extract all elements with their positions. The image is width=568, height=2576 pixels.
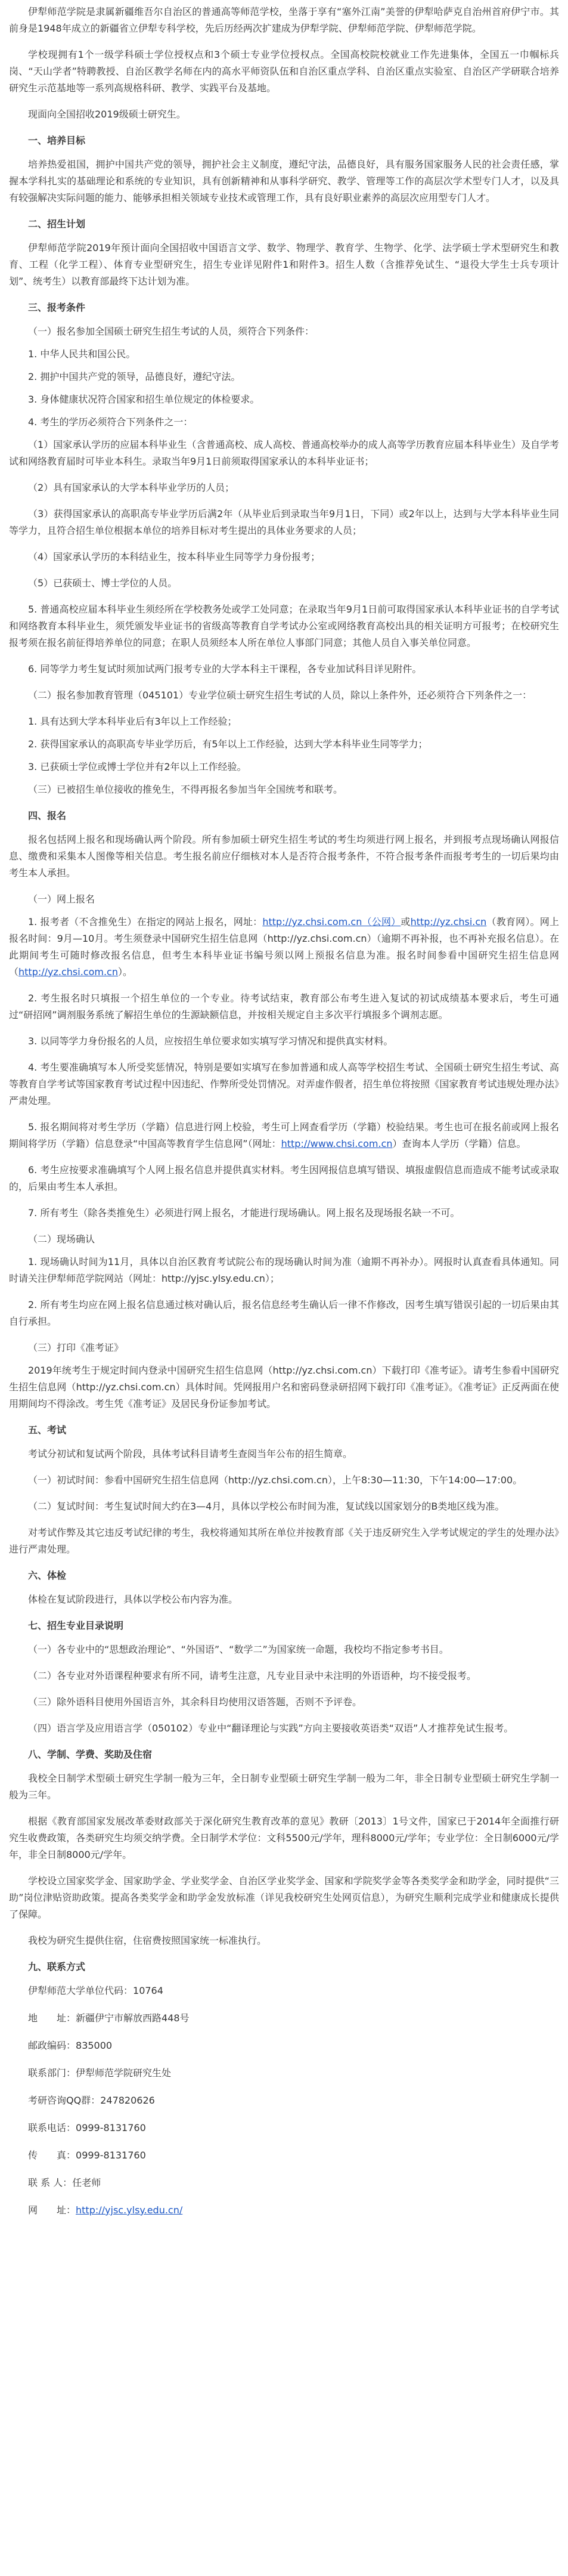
section-heading-contact: 九、联系方式 — [28, 1961, 86, 1972]
eligibility-item: （2）具有国家承认的大学本科毕业学历的人员； — [28, 482, 235, 493]
contact-label: 邮政编码： — [28, 2040, 76, 2051]
exam-paragraph: （二）复试时间：考生复试时间大约在3—4月，具体以学校公布时间为准，复试线以国家划分的B类地区线为准。 — [28, 1501, 505, 1512]
contact-label: 伊犁师范大学单位代码： — [28, 1985, 134, 1996]
eligibility-item: 4. 考生的学历必须符合下列条件之一： — [28, 416, 193, 428]
eligibility-item: （1）国家承认学历的应届本科毕业生（含普通高校、成人高校、普通高校举办的成人高等学历教育应届本科毕业生）及自学考试和网络教育届时可毕业本科生。录取当年9月1日前须取得国家承认的本科毕业证书； — [9, 439, 559, 467]
contact-value: 新疆伊宁市解放西路448号 — [76, 2012, 190, 2024]
contact-value: 10764 — [133, 1985, 163, 1996]
section-heading-physical-exam: 六、体检 — [28, 1570, 67, 1581]
section-heading-training-goals: 一、培养目标 — [28, 135, 86, 146]
onsite-confirmation-item-2: 2. 所有考生均应在网上报名信息通过核对确认后，报名信息经考生确认后一律不作修改，因考生填写错误引起的一切后果由其自行承担。 — [9, 1299, 559, 1327]
exam-paragraph: （一）初试时间：参看中国研究生招生信息网（http://yz.chsi.com.cn），上午8:30—11:30，下午14:00—17:00。 — [28, 1474, 523, 1486]
eligibility-item: （3）获得国家承认的高职高专毕业学历后满2年（从毕业后到录取当年9月1日，下同）或2年以上，达到与大学本科毕业生同等学力，且符合招生单位根据本单位的培养目标对考生提出的具体业务要求的人员； — [9, 508, 559, 536]
contact-department — [9, 2065, 559, 2082]
online-registration-item-6: 6. 考生应按要求准确填写个人网上报名信息并提供真实材料。考生因网报信息填写错误、填报虚假信息而造成不能考试或录取的，后果由考生本人承担。 — [9, 1164, 559, 1192]
eligibility-item: （5）已获硕士、博士学位的人员。 — [28, 577, 178, 589]
registration-overview-paragraph: 报名包括网上报名和现场确认两个阶段。所有参加硕士研究生招生考试的考生均须进行网上报名，并到报考点现场确认网报信息、缴费和采集本人图像等相关信息。考生报名前应仔细核对本人是否符合报考条件，不符合报考条件而报考考生的一切后果均由考生本人承担。 — [9, 834, 559, 879]
eligibility-item: 1. 中华人民共和国公民。 — [28, 348, 136, 360]
physical-exam-paragraph: 体检在复试阶段进行，具体以学校公布内容为准。 — [28, 1594, 238, 1605]
eligibility-item: 3. 身体健康状况符合国家和招生单位规定的体检要求。 — [28, 394, 260, 405]
exam-paragraph: 对考试作弊及其它违反考试纪律的考生，我校将通知其所在单位并按教育部《关于违反研究生入学考试规定的学生的处理办法》进行严肃处理。 — [9, 1527, 559, 1555]
contact-address — [9, 2010, 559, 2027]
online-registration-item-2: 2. 考生报名时只填报一个招生单位的一个专业。待考试结束，教育部公布考生进入复试的初试成绩基本要求后，考生可通过“研招网”调剂服务系统了解招生单位的生源缺额信息，并按相关规定自主多次平行填报多个调剂志愿。 — [9, 992, 559, 1020]
intro-paragraph-2: 学校现拥有1个一级学科硕士学位授权点和3个硕士专业学位授权点。全国高校院校就业工作先进集体，全国五一巾帼标兵岗、“天山学者”特聘教授、自治区教学名师在内的高水平师资队伍和自治区重点学科、自治区重点实验室、自治区产学研联合培养研究生示范基地等一系列高规格科研、教学、实践平台及基地。 — [9, 49, 559, 94]
online-registration-item-3: 3. 以同等学力身份报名的人员，应按招生单位要求如实填写学习情况和提供真实材料。 — [28, 1035, 393, 1047]
contact-qq-group — [9, 2092, 559, 2109]
eligibility-item: 5. 普通高校应届本科毕业生须经所在学校教务处或学工处同意；在录取当年9月1日前可取得国家承认本科毕业证书的自学考试和网络教育本科毕业生，须凭颁发毕业证书的省级高等教育自学考试办公室或网络教育高校出具的相关证明方可报考；在校研究生报考须在报名前征得培养单位的同意；在职人员须经本人所在单位人事部门同意；其他人员自入事关单位同意。 — [9, 604, 559, 648]
enrollment-plan-paragraph: 伊犁师范学院2019年预计面向全国招收中国语言文学、数学、物理学、教育学、生物学、化学、法学硕士学术型研究生和教育、工程（化学工程）、体育专业型研究生，招生专业详见附件1和附件3。招生人数（含推荐免试生、“退役大学生士兵专项计划”、统考生）以教育部最终下达计划为准。 — [9, 242, 559, 287]
contact-label: 网 址： — [28, 2204, 76, 2216]
online-registration-text-3: ）。 — [117, 966, 132, 978]
contact-fax — [9, 2147, 559, 2164]
eligibility-item: 1. 具有达到大学本科毕业后有3年以上工作经验； — [28, 716, 237, 727]
online-registration-text-1: 1. 报考者（不含推免生）在指定的网站上报名，网址： — [28, 916, 263, 927]
tuition-paragraph: 我校全日制学术型硕士研究生学制一般为三年，全日制专业型硕士研究生学制一般为二年，非全日制专业型硕士研究生学制一般为三年。 — [9, 1773, 559, 1801]
online-registration-item-1 — [9, 914, 559, 981]
contact-website — [9, 2202, 559, 2219]
admission-ticket-subheading: （三）打印《准考证》 — [28, 1342, 124, 1353]
tuition-paragraph: 我校为研究生提供住宿，住宿费按照国家统一标准执行。 — [28, 1935, 267, 1946]
section-heading-eligibility: 三、报考条件 — [28, 302, 86, 313]
intro-paragraph-1: 伊犁师范学院是隶属新疆维吾尔自治区的普通高等师范学校，坐落于享有“塞外江南”美誉的伊犁哈萨克自治州首府伊宁市。其前身是1948年成立的新疆省立伊犁专科学校，先后历经两次扩建成为伊犁学院、伊犁师范学院、伊犁师范学院。 — [9, 6, 559, 34]
section-heading-registration: 四、报名 — [28, 810, 67, 821]
exam-paragraph: 考试分初试和复试两个阶段，具体考试科目请考生查阅当年公布的招生简章。 — [28, 1448, 353, 1459]
contact-label: 联系部门： — [28, 2067, 76, 2079]
online-registration-subheading: （一）网上报名 — [28, 893, 95, 905]
online-registration-item-7: 7. 所有考生（除各类推免生）必须进行网上报名，才能进行现场确认。网上报名及现场报名缺一不可。 — [28, 1207, 460, 1219]
onsite-confirmation-item-1: 1. 现场确认时间为11月，具体以自治区教育考试院公布的现场确认时间为准（逾期不再补办）。网报时认真查看具体通知。同时请关注伊犁师范学院网站（网址：http://yjsc.ylsy.edu.cn）； — [9, 1256, 559, 1284]
online-registration-5-text-2: ）查询本人学历（学籍）信息。 — [392, 1138, 526, 1149]
training-goals-paragraph: 培养热爱祖国，拥护中国共产党的领导，拥护社会主义制度，遵纪守法，品德良好，具有服务国家服务人民的社会责任感，掌握本学科扎实的基础理论和系统的专业知识，具有创新精神和从事科学研究、教学、管理等工作的高层次学术型专门人才，以及具有较强解决实际问题的能力、能够承担相关领域专业技术或管理工作，具有良好职业素养的高层次应用型专门人才。 — [9, 159, 559, 203]
contact-label: 联系电话： — [28, 2122, 76, 2133]
intro-paragraph-3: 现面向全国招收2019级硕士研究生。 — [28, 109, 186, 120]
catalog-note: （一）各专业中的“思想政治理论”、“外国语”、“数学二”为国家统一命题，我校均不指定参考书目。 — [28, 1644, 449, 1655]
contact-value: 伊犁师范学院研究生处 — [76, 2067, 172, 2079]
section-heading-catalog-notes: 七、招生专业目录说明 — [28, 1620, 124, 1631]
eligibility-item: （三）已被招生单位接收的推免生，不得再报名参加当年全国统考和联考。 — [28, 784, 343, 795]
contact-label: 地 址： — [28, 2012, 76, 2024]
onsite-confirmation-subheading: （二）现场确认 — [28, 1233, 95, 1245]
tuition-paragraph: 根据《教育部国家发展改革委财政部关于深化研究生教育改革的意见》教研〔2013〕1号文件，国家已于2014年全面推行研究生收费政策，各类研究生均须交纳学费。全日制学术学位：文科5500元/学年，理科8000元/学年；专业学位：全日制6000元/学年，非全日制8000元/学年。 — [9, 1816, 559, 1860]
contact-label: 考研咨询QQ群： — [28, 2095, 101, 2106]
chsi-link[interactable]: http://www.chsi.com.cn — [281, 1138, 393, 1149]
eligibility-item: （4）国家承认学历的本科结业生，按本科毕业生同等学力身份报考； — [28, 551, 321, 562]
eligibility-item: 2. 拥护中国共产党的领导，品德良好，遵纪守法。 — [28, 371, 241, 382]
website-link[interactable]: http://yjsc.ylsy.edu.cn/ — [76, 2204, 183, 2216]
online-registration-item-4: 4. 考生要准确填写本人所受奖惩情况，特别是要如实填写在参加普通和成人高等学校招生考试、全国硕士研究生招生考试、高等教育自学考试等国家教育考试过程中因违纪、作弊所受处罚情况。对弄虚作假者，招生单位将按照《国家教育考试违规处理办法》严肃处理。 — [9, 1062, 559, 1106]
online-registration-item-5 — [9, 1119, 559, 1152]
admission-ticket-paragraph: 2019年统考生于规定时间内登录中国研究生招生信息网（http://yz.chsi.com.cn）下载打印《准考证》。请考生参看中国研究生招生信息网（http://yz.chsi.com.cn）具体时间。凭网报用户名和密码登录研招网下载打印《准考证》。《准考证》正反两面在使用期间均不得涂改。考生凭《准考证》及居民身份证参加考试。 — [9, 1365, 559, 1409]
contact-value: 0999-8131760 — [76, 2150, 146, 2161]
contact-label: 联 系 人： — [28, 2177, 73, 2188]
contact-value: 835000 — [76, 2040, 113, 2051]
online-registration-text-or: 或 — [401, 916, 411, 927]
section-heading-enrollment-plan: 二、招生计划 — [28, 218, 86, 230]
contact-label: 传 真： — [28, 2150, 76, 2161]
contact-person — [9, 2175, 559, 2191]
yz-chsi-edu-link[interactable]: http://yz.chsi.cn — [410, 916, 487, 927]
yz-chsi-time-link[interactable]: http://yz.chsi.com.cn — [18, 966, 118, 978]
section-heading-tuition: 八、学制、学费、奖助及住宿 — [28, 1749, 153, 1760]
online-registration-text-2: （教育网）。网上报名时间：9月—10月。考生须登录中国研究生招生信息网（http://yz.chsi.com.cn）（逾期不再补报，也不再补充报名信息）。在此期间考生可随时修改报名信息，但考生本科毕业证书编号须以网上预报名信息为准。报名时间参看中国研究生招生信息网（ — [9, 916, 559, 978]
contact-phone — [9, 2120, 559, 2136]
contact-value: 任老师 — [72, 2177, 101, 2188]
eligibility-item: 2. 获得国家承认的高职高专毕业学历后，有5年以上工作经验，达到大学本科毕业生同等学力； — [28, 738, 428, 750]
online-registration-5-text-1: 5. 报名期间将对考生学历（学籍）信息进行网上校验，考生可上网查看学历（学籍）校验结果。考生也可在报名前或网上报名期间将学历（学籍）信息登录“中国高等教育学生信息网”（网址： — [9, 1121, 559, 1149]
contact-value: 247820626 — [100, 2095, 155, 2106]
catalog-note: （二）各专业对外语课程种要求有所不同，请考生注意，凡专业目录中未注明的外语语种，均不接受报考。 — [28, 1670, 477, 1681]
contact-code — [9, 1983, 559, 1999]
catalog-note: （三）除外语科目使用外国语言外，其余科目均使用汉语答题，否则不予评卷。 — [28, 1696, 362, 1708]
yz-chsi-public-link[interactable]: http://yz.chsi.com.cn（公网） — [262, 916, 401, 927]
section-heading-exam: 五、考试 — [28, 1424, 67, 1436]
contact-value: 0999-8131760 — [76, 2122, 146, 2133]
eligibility-item: 6. 同等学力考生复试时须加试两门报考专业的大学本科主干课程，各专业加试科目详见附件。 — [28, 663, 422, 675]
catalog-note: （四）语言学及应用语言学（050102）专业中“翻译理论与实践”方向主要接收英语类“双语”人才推荐免试生报考。 — [28, 1723, 514, 1734]
eligibility-item: 3. 已获硕士学位或博士学位并有2年以上工作经验。 — [28, 761, 247, 772]
contact-postcode — [9, 2037, 559, 2054]
tuition-paragraph: 学校设立国家奖学金、国家助学金、学业奖学金、自治区学业奖学金、国家和学院奖学金等各类奖学金和助学金，同时提供“三助”岗位津贴资助政策。提高各类奖学金和助学金发放标准（详见我校研究生处网页信息），为研究生顺利完成学业和健康成长提供了保障。 — [9, 1875, 559, 1920]
eligibility-item: （一）报名参加全国硕士研究生招生考试的人员，须符合下列条件： — [28, 326, 315, 337]
eligibility-item: （二）报名参加教育管理（045101）专业学位硕士研究生招生考试的人员，除以上条件外，还必须符合下列条件之一： — [28, 689, 532, 701]
